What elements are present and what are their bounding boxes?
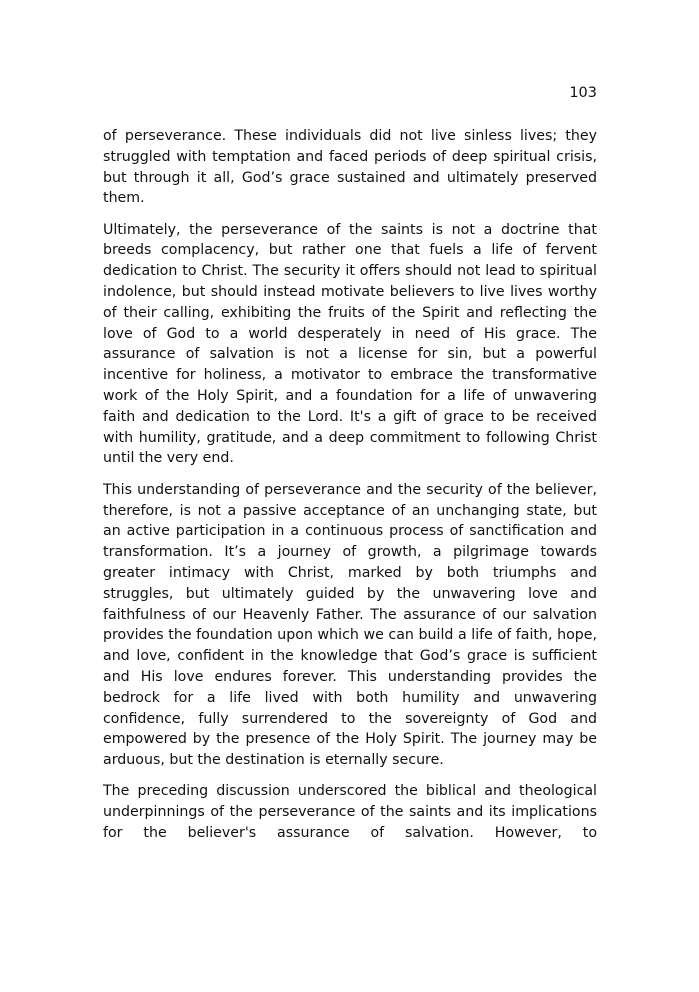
paragraph: Ultimately, the perseverance of the saints is not a doctrine that breeds complacency, but rather one that fuels a life of fervent dedication to Christ. The security it offers should not lead to spiritual indolence, but should instead motivate believers to live lives worthy of their calling, exhibiting the fruits of the Spirit and reflecting the love of God to a world desperately in need of His grace. The assurance of salvation is not a license for sin, but a powerful incentive for holiness, a motivator to embrace the transformative work of the Holy Spirit, and a foundation for a life of unwavering faith and dedication to the Lord. It's a gift of grace to be received with humility, gratitude, and a deep commitment to following Christ until the very end.: [103, 221, 597, 467]
paragraph: of perseverance. These individuals did not live sinless lives; they struggled with temptation and faced periods of deep spiritual crisis, but through it all, God’s grace sustained and ultimately preserved them.: [103, 128, 597, 207]
paragraph: This understanding of perseverance and the security of the believer, therefore, is not a passive acceptance of an unchanging state, but an active participation in a continuous process of sanctification and transformation. It’s a journey of growth, a pilgrimage towards greater intimacy with Christ, marked by both triumphs and struggles, but ultimately guided by the unwavering love and faithfulness of our Heavenly Father. The assurance of our salvation provides the foundation upon which we can build a life of faith, hope, and love, confident in the knowledge that God’s grace is sufficient and His love endures forever. This understanding provides the bedrock for a life lived with both humility and unwavering confidence, fully surrendered to the sovereignty of God and empowered by the presence of the Holy Spirit. The journey may be arduous, but the destination is eternally secure.: [103, 481, 597, 769]
page-number: 103: [569, 85, 597, 101]
paragraph: The preceding discussion underscored the biblical and theological underpinnings of the perseverance of the saints and its implications for the believer's assurance of salvation. However, to: [103, 783, 597, 841]
body-text: [103, 126, 597, 854]
